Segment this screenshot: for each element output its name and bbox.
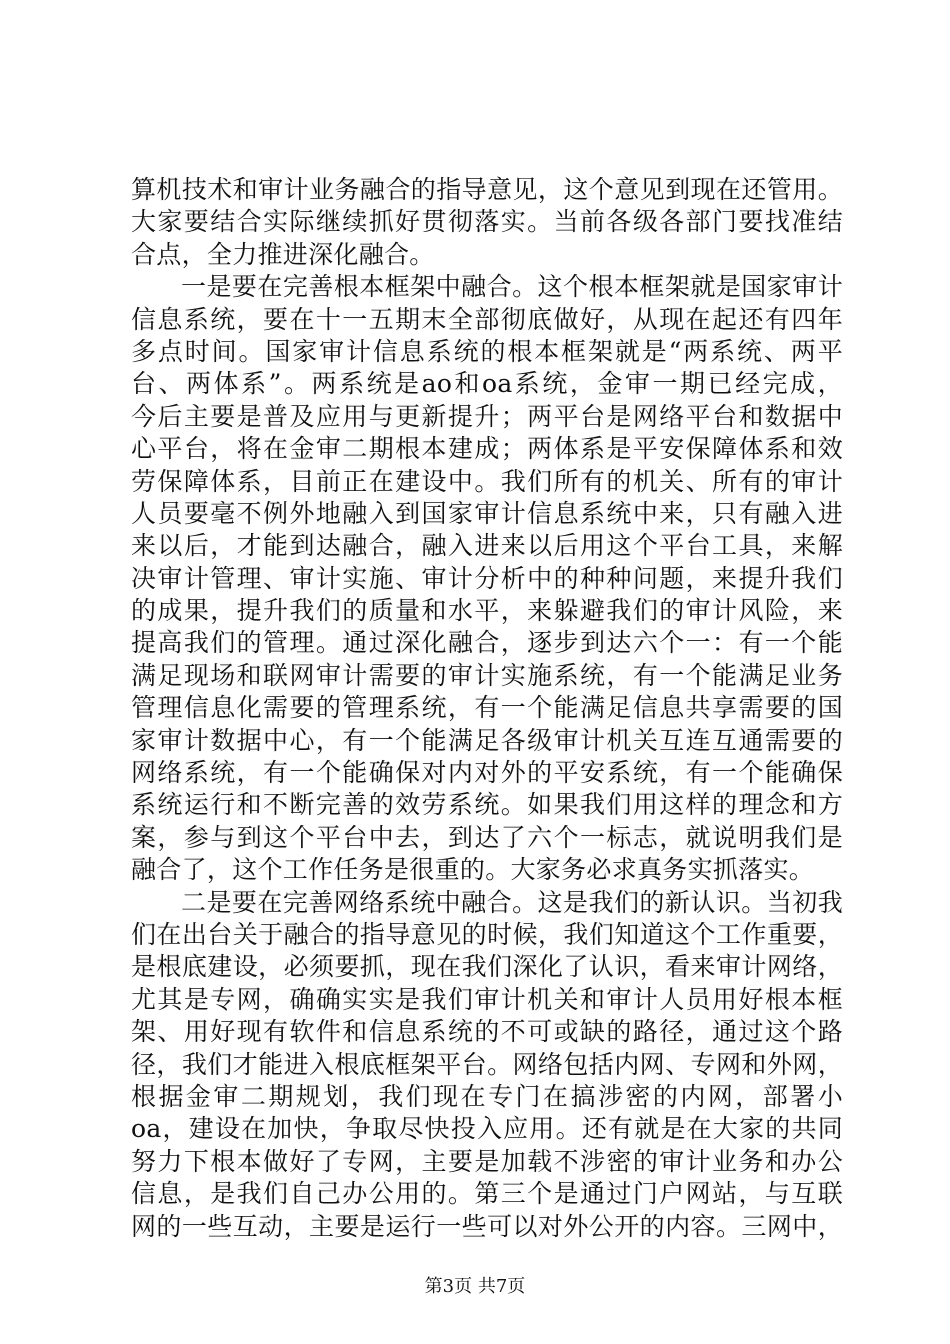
text-line: 努力下根本做好了专网，主要是加载不涉密的审计业务和办公 xyxy=(131,1146,843,1176)
text-line: 案，参与到这个平台中去，到达了六个一标志，就说明我们是 xyxy=(131,822,843,852)
text-line: 人员要毫不例外地融入到国家审计信息系统中来，只有融入进 xyxy=(131,498,843,528)
text-line: 满足现场和联网审计需要的审计实施系统，有一个能满足业务 xyxy=(131,660,843,690)
text-line: 径，我们才能进入根底框架平台。网络包括内网、专网和外网， xyxy=(131,1049,843,1079)
text-line: 是根底建设，必须要抓，现在我们深化了认识，看来审计网络， xyxy=(131,952,843,982)
text-line: 管理信息化需要的管理系统，有一个能满足信息共享需要的国 xyxy=(131,693,843,723)
text-line: 尤其是专网，确确实实是我们审计机关和审计人员用好根本框 xyxy=(131,984,843,1014)
text-line: 系统运行和不断完善的效劳系统。如果我们用这样的理念和方 xyxy=(131,790,843,820)
text-line: 今后主要是普及应用与更新提升；两平台是网络平台和数据中 xyxy=(131,401,843,431)
text-line: 劳保障体系，目前正在建设中。我们所有的机关、所有的审计 xyxy=(131,466,843,496)
body-text xyxy=(131,174,843,1243)
text-line: oa，建设在加快，争取尽快投入应用。还有就是在大家的共同 xyxy=(131,1114,843,1144)
text-line: 决审计管理、审计实施、审计分析中的种种问题，来提升我们 xyxy=(131,563,843,593)
text-line: 信息，是我们自己办公用的。第三个是通过门户网站，与互联 xyxy=(131,1179,843,1209)
paragraph-start-line: 一是要在完善根本框架中融合。这个根本框架就是国家审计 xyxy=(181,272,843,302)
text-line: 算机技术和审计业务融合的指导意见，这个意见到现在还管用。 xyxy=(131,175,843,204)
text-line: 根据金审二期规划，我们现在专门在搞涉密的内网，部署小 xyxy=(131,1081,843,1111)
text-line: 融合了，这个工作任务是很重的。大家务必求真务实抓落实。 xyxy=(131,855,815,885)
text-line: 信息系统，要在十一五期末全部彻底做好，从现在起还有四年 xyxy=(131,304,843,334)
page-number-footer: 第3页 共7页 xyxy=(424,1276,526,1297)
text-line: 架、用好现有软件和信息系统的不可或缺的路径，通过这个路 xyxy=(131,1017,843,1047)
text-line: 心平台，将在金审二期根本建成；两体系是平安保障体系和效 xyxy=(131,434,843,464)
text-line: 提高我们的管理。通过深化融合，逐步到达六个一：有一个能 xyxy=(131,628,843,658)
text-line: 多点时间。国家审计信息系统的根本框架就是“两系统、两平 xyxy=(131,336,843,366)
paragraph-start-line: 二是要在完善网络系统中融合。这是我们的新认识。当初我 xyxy=(181,887,843,917)
text-line: 家审计数据中心，有一个能满足各级审计机关互连互通需要的 xyxy=(131,725,843,755)
text-line: 网的一些互动，主要是运行一些可以对外公开的内容。三网中， xyxy=(131,1211,843,1241)
text-line: 们在出台关于融合的指导意见的时候，我们知道这个工作重要， xyxy=(131,919,843,949)
text-line: 台、两体系”。两系统是ao和oa系统，金审一期已经完成， xyxy=(131,369,843,399)
text-line: 网络系统，有一个能确保对内对外的平安系统，有一个能确保 xyxy=(131,758,843,788)
text-line: 合点，全力推进深化融合。 xyxy=(131,239,435,269)
text-line: 来以后，才能到达融合，融入进来以后用这个平台工具，来解 xyxy=(131,531,843,561)
text-line: 大家要结合实际继续抓好贯彻落实。当前各级各部门要找准结 xyxy=(131,207,843,237)
text-line: 的成果，提升我们的质量和水平，来躲避我们的审计风险，来 xyxy=(131,596,843,626)
